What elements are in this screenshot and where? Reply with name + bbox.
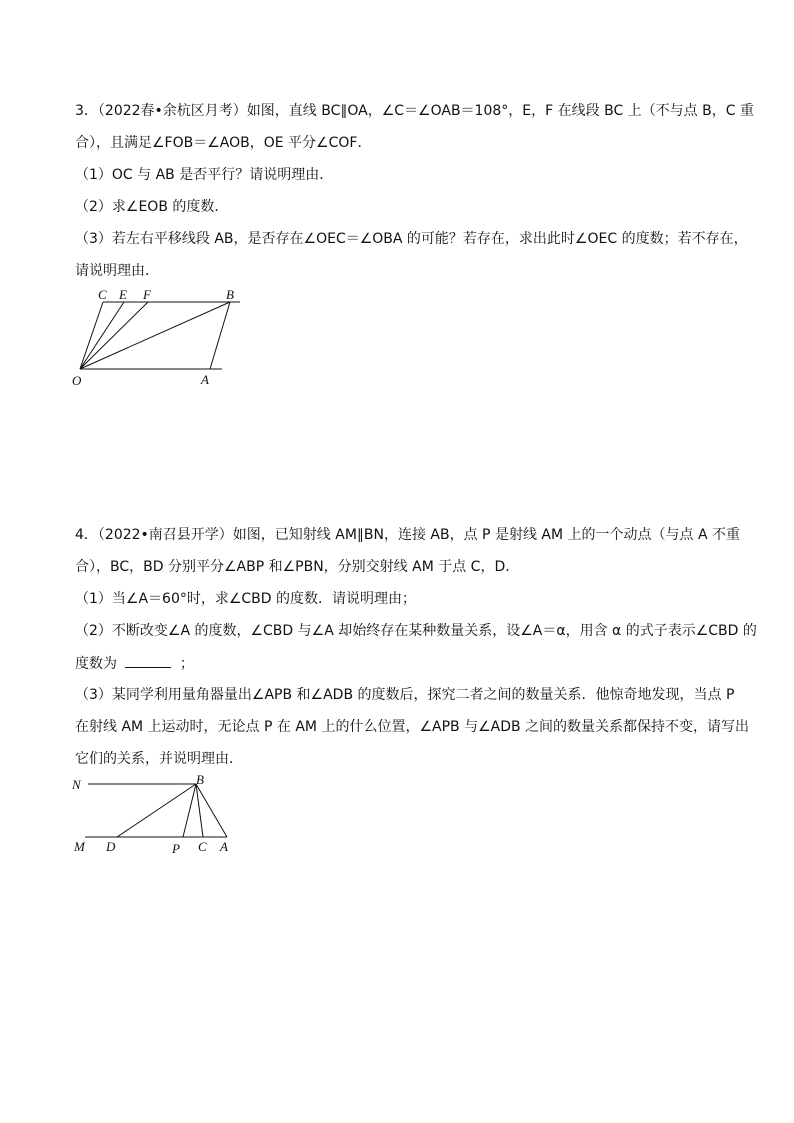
p3-line-4: （2）求∠EOB 的度数．: [75, 199, 229, 215]
p4-blank-suffix: ；: [179, 656, 194, 672]
p3-line-3: （1）OC 与 AB 是否平行？请说明理由．: [75, 167, 334, 183]
p4-blank-prefix: 度数为: [75, 656, 117, 672]
p4-line-7: 在射线 AM 上运动时，无论点 P 在 AM 上的什么位置，∠APB 与∠ADB 之间的数量关系都保持不变，请写出: [75, 719, 750, 735]
p4-label-A: A: [220, 839, 228, 854]
p3-line-2: 合），且满足∠FOB＝∠AOB，OE 平分∠COF．: [75, 135, 372, 151]
p4-seg-BD: [117, 784, 196, 837]
p4-label-N: N: [72, 777, 81, 792]
p4-label-D: D: [106, 839, 116, 854]
p3-label-C: C: [98, 287, 107, 302]
p3-line-5: （3）若左右平移线段 AB，是否存在∠OEC＝∠OBA 的可能？若存在，求出此时∠OEC 的度数；若不存在，: [75, 231, 748, 247]
p4-label-M: M: [74, 839, 85, 854]
p4-line-2: 合），BC，BD 分别平分∠ABP 和∠PBN，分别交射线 AM 于点 C，D．: [75, 559, 520, 575]
p3-label-O: O: [72, 373, 82, 388]
p3-line-1: 3．（2022春•余杭区月考）如图，直线 BC∥OA，∠C＝∠OAB＝108°，E，F 在线段 BC 上（不与点 B，C 重: [75, 103, 754, 119]
p4-seg-BC: [196, 784, 203, 837]
p4-line-1: 4．（2022•南召县开学）如图，已知射线 AM∥BN，连接 AB，点 P 是射线 AM 上的一个动点（与点 A 不重: [75, 527, 740, 543]
p4-line-6: （3）某同学利用量角器量出∠APB 和∠ADB 的度数后，探究二者之间的数量关系．他惊奇地发现，当点 P: [75, 687, 735, 703]
p4-label-B: B: [196, 772, 204, 787]
p4-label-C: C: [198, 839, 207, 854]
p3-label-A: A: [201, 372, 209, 387]
p4-line-8: 它们的关系，并说明理由．: [75, 751, 243, 767]
p3-line-6: 请说明理由．: [75, 263, 159, 279]
p3-label-B: B: [226, 287, 234, 302]
p3-label-F: F: [143, 287, 151, 302]
p4-line-3: （1）当∠A＝60°时，求∠CBD 的度数．请说明理由；: [75, 591, 417, 607]
p4-line-4: （2）不断改变∠A 的度数，∠CBD 与∠A 却始终存在某种数量关系，设∠A＝α，用含 α 的式子表示∠CBD 的: [75, 623, 757, 639]
p4-label-P: P: [172, 841, 180, 856]
p4-seg-BA: [196, 784, 227, 837]
p3-label-E: E: [119, 287, 127, 302]
